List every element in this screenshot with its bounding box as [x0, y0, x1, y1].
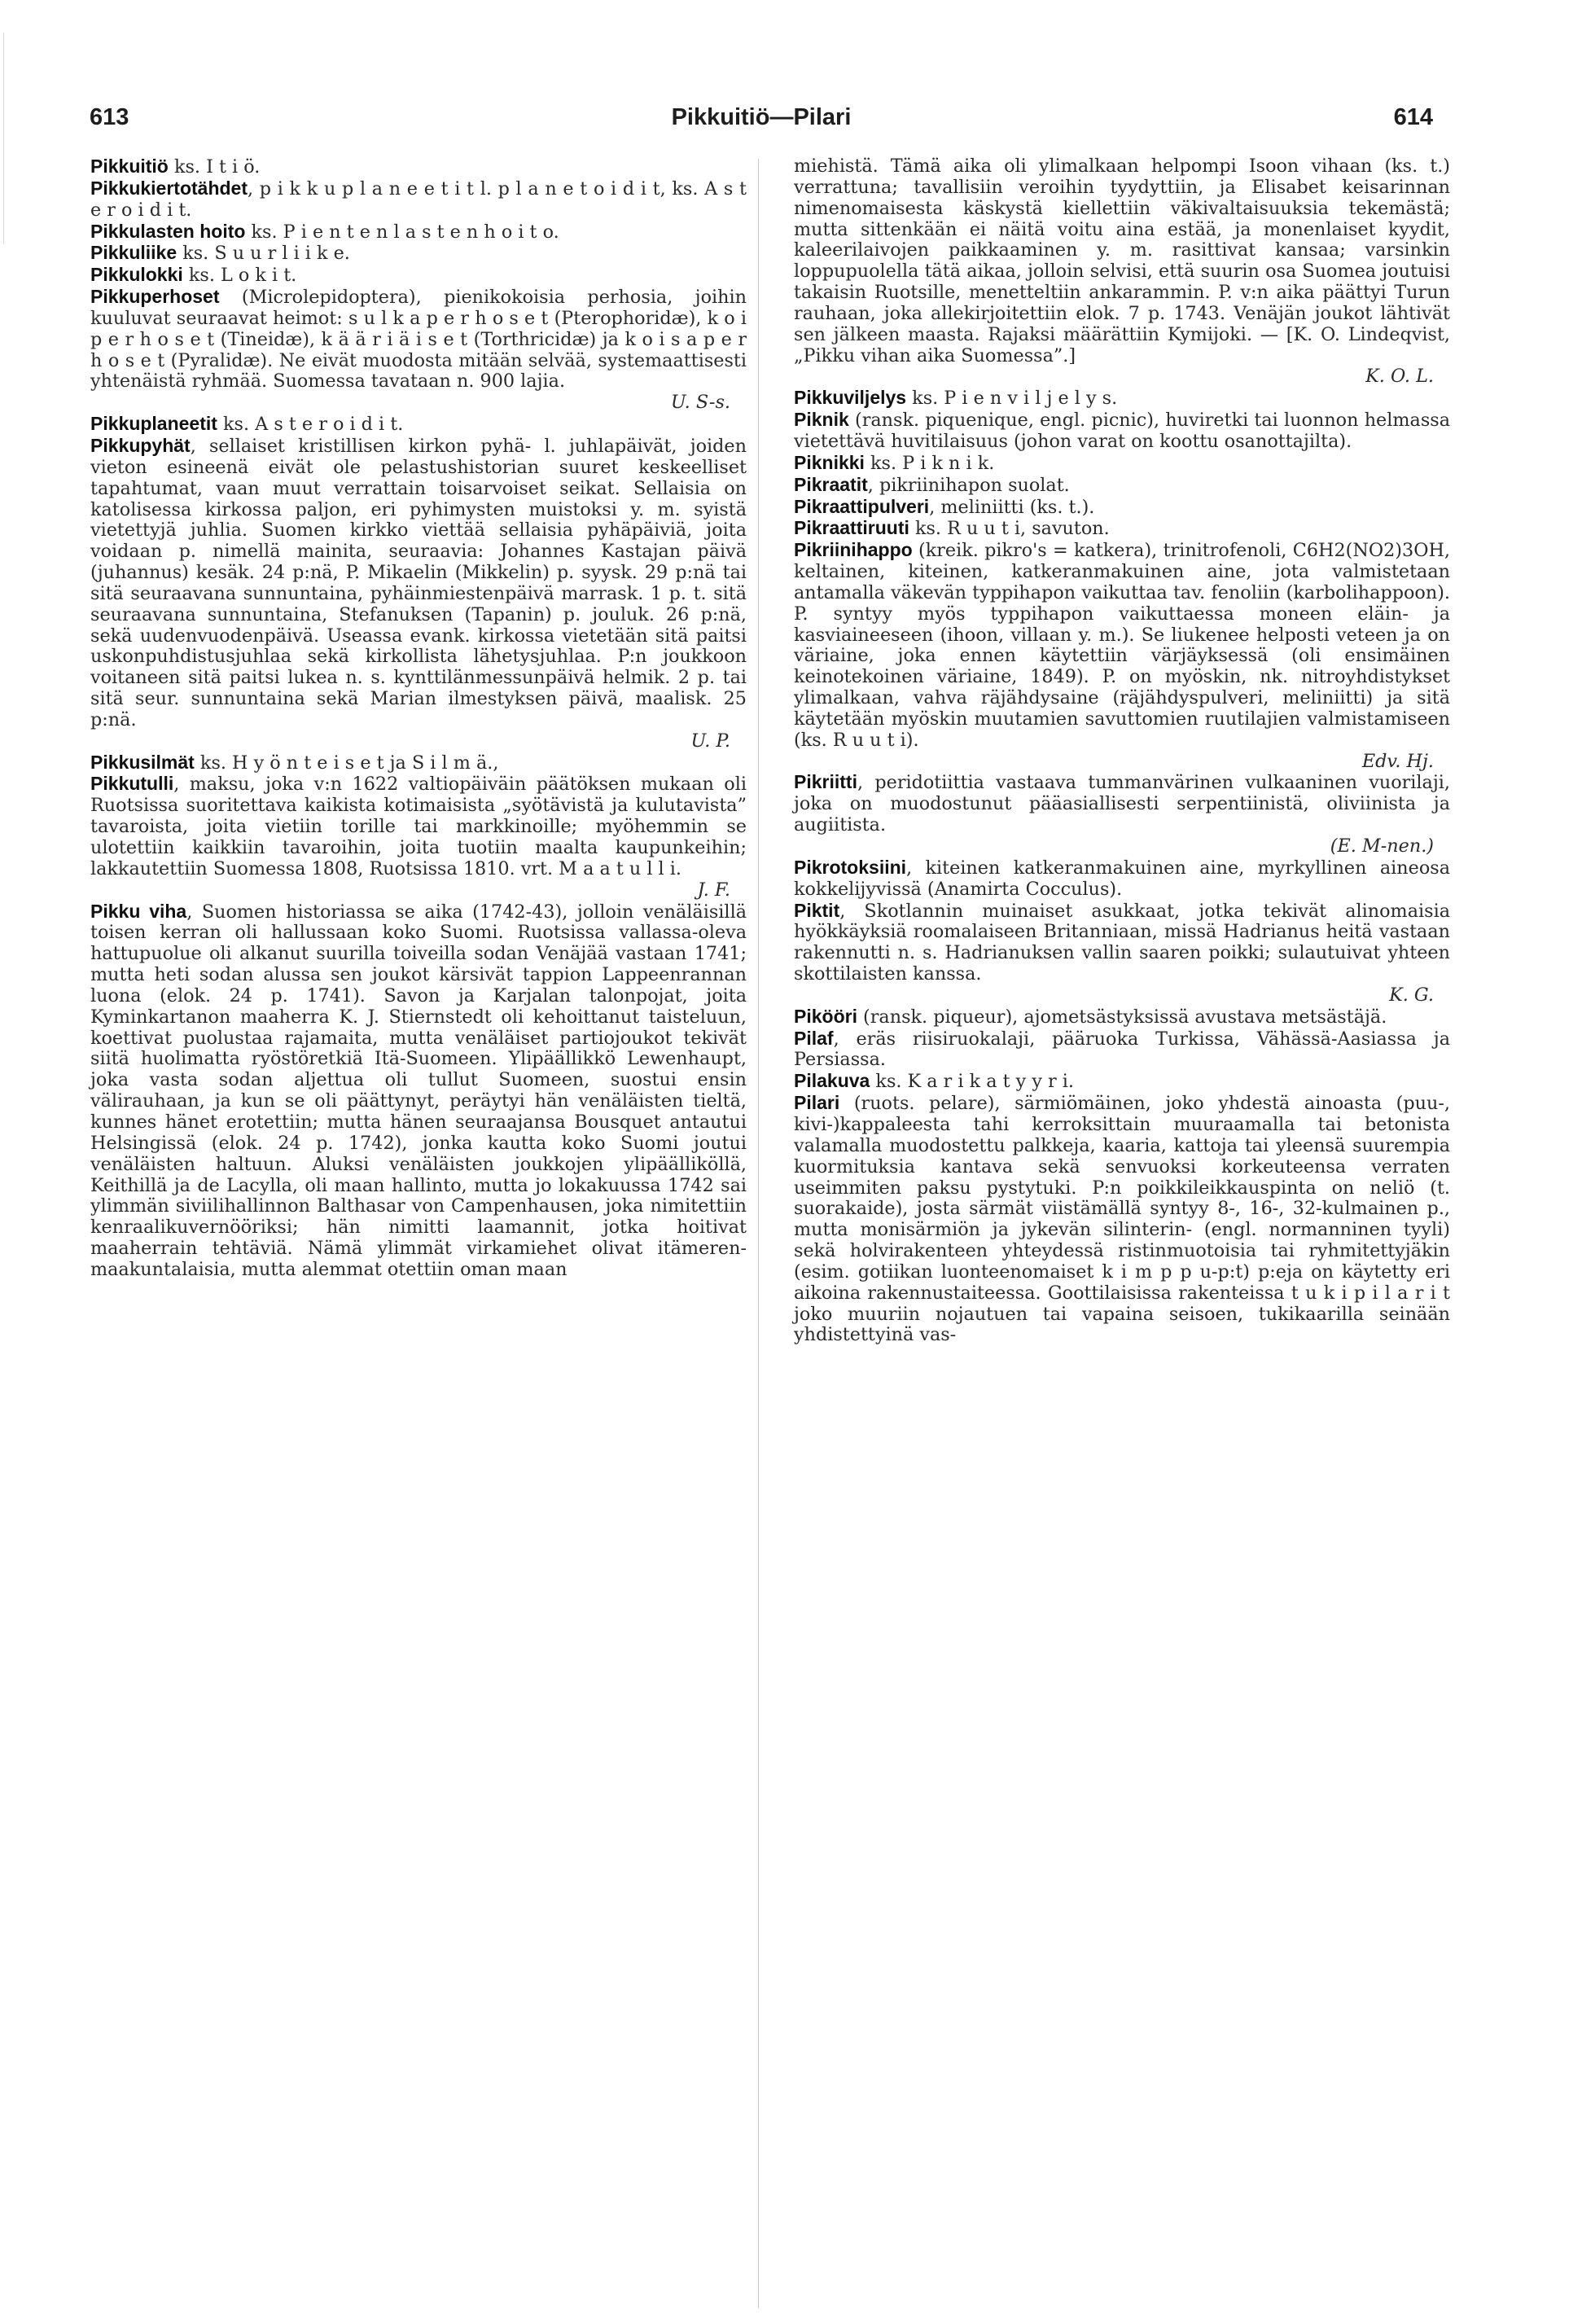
right-column: [794, 156, 1450, 1346]
entry-piknik: Piknik (ransk. piquenique, engl. picnic), huviretki tai luonnon helmassa vietettävä huvitilaisuus (johon varat on koottu osanottajilta).: [794, 409, 1450, 452]
entry-pilaf: Pilaf, eräs riisiruokalaji, pääruoka Turkissa, Vähässä-Aasiassa ja Persiassa.: [794, 1027, 1450, 1071]
headword: Pikkuviljelys: [794, 387, 907, 409]
headword: Pilakuva: [794, 1070, 870, 1092]
entry-pikriitti: Pikriitti, peridotiittia vastaava tummanvärinen vulkaaninen vuorilaji, joka on muodostunut pääasiallisesti serpentiinistä, oliviinista ja augiitista.: [794, 771, 1450, 836]
entry-pikkuviljelys: Pikkuviljelys ks. P i e n v i l j e l y s.: [794, 387, 1118, 410]
headword: Pikkuperhoset: [90, 286, 220, 308]
entry-pikku-viha: Pikku viha, Suomen historiassa se aika (1742-43), jolloin venäläisillä toisen kerran oli hallussaan koko Suomi. Ruotsissa vallassa-oleva hattupuolue oli alkanut suurilla toiveilla sodan Venäjää vastaan 1741; mutta heti sodan alussa sen joukot kärsivät tappion Lappeenrannan luona (elok. 24 p. 1741). Savon ja Karjalan talonpojat, joita Kyminkartanon maaherra K. J. Stiernstedt oli kehoittanut taisteluun, koettivat puolustaa rajamaita, mutta venäläiset partiojoukot tekivät siitä huolimatta ryöstöretkiä Itä-Suomeen. Ylipäällikkö Lewenhaupt, joka vasta sodan aljettua oli tullut Suomeen, suostui ensin välirauhaan, ja kun se oli päättynyt, peräytyi hän venäläisten tieltä, kunnes hänet erotettiin; mutta hänen seuraajansa Bousquet antautui Helsingissä (elok. 24 p. 1742), jonka kautta koko Suomi joutui venäläisten haltuun. Aluksi venäläisten joukkojen ylipäälliköllä, Keithillä ja de Lacylla, oli maan hallinto, mutta jo lokakuussa 1742 sai ylimmän siviilihallinnon Balthasar von Campenhausen, joka nimitettiin kenraalikuvernööriksi; hän nimitti laamannit, jotka hoitivat maaherrain tehtäviä. Nämä ylimmät virkamiehet olivat itämeren-maakuntalaisia, mutta alemmat otettiin oman maan: [90, 900, 747, 1280]
headword: Pikriinihappo: [794, 539, 913, 561]
headword: Piknikki: [794, 451, 865, 473]
page-number-left: 613: [90, 104, 129, 130]
column-divider: [758, 159, 759, 2309]
entry-pikkukiertotahdet: Pikkukiertotähdet, p i k k u p l a n e e t i t l. p l a n e t o i d i t, ks. A s t e r o i d i t.: [90, 177, 747, 221]
headword: Pikkuplaneetit: [90, 413, 217, 435]
entry-piktit: Piktit, Skotlannin muinaiset asukkaat, jotka tekivät alinomaisia hyökkäyksiä roomalaiseen Britanniaan, missä Hadrianus heitä vastaan rakennutti n. s. Hadrianuksen vallin saaren poikki; sulautuivat yhteen skottilaisten kanssa.: [794, 899, 1450, 985]
entry-pikraattipulveri: Pikraattipulveri, meliniitti (ks. t.).: [794, 495, 1095, 518]
headword: Pikkupyhät: [90, 434, 191, 456]
author-signature: Edv. Hj.: [1361, 750, 1434, 772]
entry-pikku-viha-continued: miehistä. Tämä aika oli ylimalkaan helpompi Isoon vihaan (ks. t.) verrattuna; tavallisiin veroihin tyydyttiin, ja Elisabet keisarinnan nimenomaisesta käskystä kiellettiin väkivaltaisuuksia tekemästä; mutta sittenkään ei näitä voitu aina estää, ja monenlaiset kyydit, kaleerilaivojen paikkaaminen y. m. rasittivat kansaa; varsinkin loppupuolella tätä aikaa, jolloin selvisi, että suurin osa Suomea joutuisi takaisin Ruotsille, menetteltiin ankarammin. P. v:n aika päättyi Turun rauhaan, joka allekirjoitettiin elok. 7 p. 1743. Venäjän joukot lähtivät sen jälkeen maasta. Rajaksi määrättiin Kymijoki. — [K. O. Lindeqvist, „Pikku vihan aika Suomessa”.]: [794, 156, 1450, 366]
entry-piknikki: Piknikki ks. P i k n i k.: [794, 451, 995, 474]
headword: Pikkuitiö: [90, 156, 169, 177]
entry-pikraattiruuti: Pikraattiruuti ks. R u u t i, savuton.: [794, 517, 1110, 540]
entry-pikkuplaneetit: Pikkuplaneetit ks. A s t e r o i d i t.: [90, 413, 404, 436]
page-header: [90, 104, 1433, 137]
headword: Pilaf: [794, 1027, 834, 1049]
author-signature: K. O. L.: [1365, 366, 1434, 388]
scan-margin-line: [3, 33, 4, 244]
headword: Pikkusilmät: [90, 751, 195, 773]
author-signature: J. F.: [697, 879, 730, 901]
headword: Pikraattipulveri: [794, 495, 930, 517]
author-signature: K. G.: [1389, 984, 1434, 1006]
entry-pikkusilmat: Pikkusilmät ks. H y ö n t e i s e t ja S i l m ä.,: [90, 751, 499, 774]
entry-pikkuperhoset: Pikkuperhoset (Microlepidoptera), pienikokoisia perhosia, joihin kuuluvat seuraavat heimot: s u l k a p e r h o s e t (Pterophoridæ), k o i p e r h o s e t (Tineidæ), k ä ä r i ä i s e t (Torthricidæ) ja k o i s a p e r h o s e t (Pyralidæ). Ne eivät muodosta mitään selvää, systemaattisesti yhtenäistä ryhmää. Suomessa tavataan n. 900 lajia.: [90, 286, 747, 392]
entry-pikkulasten-hoito: Pikkulasten hoito ks. P i e n t e n l a s t e n h o i t o.: [90, 220, 559, 243]
entry-pikkuitio: Pikkuitiö ks. I t i ö.: [90, 156, 261, 178]
headword: Pikku viha: [90, 900, 187, 922]
headword: Pikkuliike: [90, 242, 177, 264]
entry-pikkutulli: Pikkutulli, maksu, joka v:n 1622 valtiopäiväin päätöksen mukaan oli Ruotsissa suoritettava kaikista kotimaisista „syötävistä ja kulutavista” tavaroista, joita vietiin torille tai markkinoille; myöhemmin se ulotettiin kaikkiin tavaroihin, joita tuotiin maalta kaupunkeihin; lakkautettiin Suomessa 1808, Ruotsissa 1810. vrt. M a a t u l l i.: [90, 773, 747, 879]
entry-pikriinihappo: Pikriinihappo (kreik. pikro's = katkera), trinitrofenoli, C6H2(NO2)3OH, keltainen, kiteinen, katkeranmakuinen aine, jota valmistetaan antamalla väkevän typpihapon vaikuttaa tav. fenoliin (karbolihappoon). P. syntyy myös typpihapon vaikuttaessa moneen eläin- ja kasviaineeseen (ihoon, villaan y. m.). Se liukenee helposti veteen ja on väriaine, joka ennen käytettiin värjäyksessä (oli ensimäinen keinotekoinen väriaine, 1849). P. on myöskin, nk. nitroyhdistykset ylimalkaan, vahva räjähdysaine (räjähdyspulveri, meliniitti) ja sitä käytetään myöskin muutamien savuttomien ruutilajien valmistamiseen (ks. R u u t i).: [794, 539, 1450, 751]
headword: Piktit: [794, 899, 840, 921]
headword: Pikrotoksiini: [794, 856, 907, 878]
headword: Pikraattiruuti: [794, 517, 909, 539]
left-column: [90, 156, 747, 1281]
headword: Pilari: [794, 1092, 840, 1114]
headword: Pikraatit: [794, 473, 868, 495]
author-signature: U. S-s.: [670, 392, 730, 414]
author-signature: (E. M-nen.): [1330, 835, 1434, 857]
entry-pilakuva: Pilakuva ks. K a r i k a t y y r i.: [794, 1070, 1075, 1093]
author-signature: U. P.: [690, 730, 730, 752]
page-number-right: 614: [1393, 104, 1433, 130]
entry-pikraatit: Pikraatit, pikriinihapon suolat.: [794, 473, 1070, 496]
headword: Pikkutulli: [90, 773, 174, 795]
entry-pikrotoksiini: Pikrotoksiini, kiteinen katkeranmakuinen aine, myrkyllinen aineosa kokkelijyvissä (Anamirta Cocculus).: [794, 856, 1450, 900]
headword: Pikriitti: [794, 771, 857, 793]
headword: Pikkulasten hoito: [90, 220, 246, 242]
entry-pikkulokki: Pikkulokki ks. L o k i t.: [90, 264, 297, 287]
entry-pikkuliike: Pikkuliike ks. S u u r l i i k e.: [90, 242, 350, 265]
headword: Pikööri: [794, 1005, 857, 1027]
headword: Pikkulokki: [90, 264, 183, 286]
headword: Piknik: [794, 409, 849, 431]
entry-pikkupyhat: Pikkupyhät, sellaiset kristillisen kirkon pyhä- l. juhlapäivät, joiden vieton esineenä eivät ole pelastushistorian suuret keskeelliset tapahtumat, vaan muut verrattain toisarvoiset seikat. Sellaisia on katolisessa kirkossa paljon, eri pyhimysten muistoksi y. m. syistä vietettyjä juhlia. Suomen kirkko viettää sellaisia pyhäpäiviä, joita voidaan p. nimellä mainita, seuraavia: Johannes Kastajan päivä (juhannus) kesäk. 24 p:nä, P. Mikaelin (Mikkelin) p. syysk. 29 p:nä tai sitä seuraavana sunnuntaina, pyhäinmiestenpäivä marrask. 1 p. t. sitä seuraavana sunnuntaina, Stefanuksen (Tapanin) p. jouluk. 26 p:nä, sekä uudenvuodenpäivä. Useassa evank. kirkossa vietetään sitä paitsi uskonpuhdistusjuhlaa sekä kirkollista lähetysjuhlaa. P:n joukkoon voitaneen sitä paitsi lukea n. s. kynttilänmessunpäivä helmik. 2 p. tai sitä seur. sunnuntaina sekä Marian ilmestyksen päivä, maalisk. 25 p:nä.: [90, 434, 747, 730]
entry-pilari: Pilari (ruots. pelare), särmiömäinen, joko yhdestä ainoasta (puu-, kivi-)kappaleesta tahi kerroksittain muuraamalla tai betonista valamalla muodostettu palkkeja, kaaria, kattoja tai yleensä suurempia kuormituksia kantava sekä senvuoksi korkeuteensa verraten useimmiten paksu pystytuki. P:n poikkileikkauspinta on neliö (t. suorakaide), josta särmät viistämällä syntyy 8-, 16-, 32-kulmainen p., mutta monisärmiön ja jykevän silinterin- (engl. normanninen tyyli) sekä holvirakenteen yhteydessä ristinmuotoisia tai ryhmitettyjäkin (esim. gotiikan luonteenomaiset k i m p p u-p:t) p:eja on käytetty eri aikoina rakennustaiteessa. Goottilaisissa rakenteissa t u k i p i l a r i t joko muuriin nojautuen tai vapaina seisoen, tukikaarilla seinään yhdistettyinä vas-: [794, 1092, 1450, 1346]
headword: Pikkukiertotähdet: [90, 177, 248, 199]
running-title: Pikkuitiö—Pilari: [671, 104, 852, 130]
entry-pikoori: Pikööri (ransk. piqueur), ajometsästyksissä avustava metsästäjä.: [794, 1005, 1387, 1028]
